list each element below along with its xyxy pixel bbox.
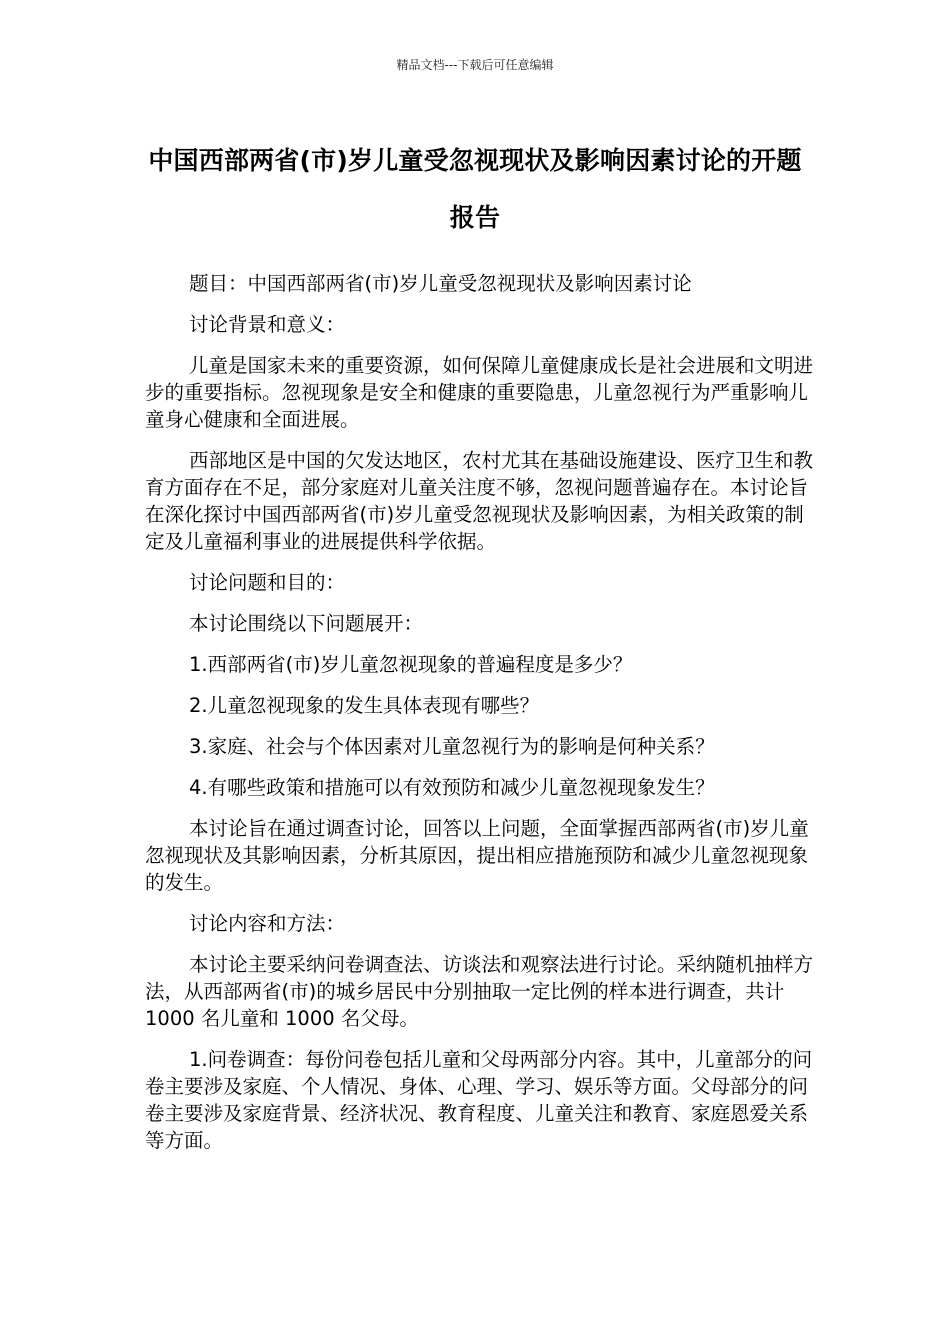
background-paragraph-1: 儿童是国家未来的重要资源，如何保障儿童健康成长是社会进展和文明进步的重要指标。忽视现象是安全和健康的重要隐患，儿童忽视行为严重影响儿童身心健康和全面进展。	[145, 354, 814, 431]
section-heading-questions: 讨论问题和目的：	[189, 571, 346, 594]
questionnaire-paragraph: 1.问卷调查：每份问卷包括儿童和父母两部分内容。其中，儿童部分的问卷主要涉及家庭、个人情况、身体、心理、学习、娱乐等方面。父母部分的问卷主要涉及家庭背景、经济状况、教育程度、儿童关注和教育、家庭恩爱关系等方面。	[145, 1048, 813, 1152]
section-heading-methods: 讨论内容和方法：	[189, 912, 346, 935]
objective-paragraph: 本讨论旨在通过调查讨论，回答以上问题，全面掌握西部两省(市)岁儿童忽视现状及其影响因素，分析其原因，提出相应措施预防和减少儿童忽视现象的发生。	[145, 817, 809, 894]
question-item-3: 3.家庭、社会与个体因素对儿童忽视行为的影响是何种关系？	[189, 735, 715, 758]
question-item-1: 1.西部两省(市)岁儿童忽视现象的普遍程度是多少？	[189, 653, 633, 676]
page-header: 精品文档---下载后可任意编辑	[396, 58, 554, 72]
methods-paragraph: 本讨论主要采纳问卷调查法、访谈法和观察法进行讨论。采纳随机抽样方法，从西部两省(市)的城乡居民中分别抽取一定比例的样本进行调查，共计 1000 名儿童和 1000 名父母。	[145, 953, 814, 1030]
document-title: 中国西部两省(市)岁儿童受忽视现状及影响因素讨论的开题报告	[148, 146, 802, 232]
section-heading-background: 讨论背景和意义：	[189, 313, 346, 336]
topic-line: 题目：中国西部两省(市)岁儿童受忽视现状及影响因素讨论	[189, 272, 692, 295]
background-paragraph-2: 西部地区是中国的欠发达地区，农村尤其在基础设施建设、医疗卫生和教育方面存在不足，部分家庭对儿童关注度不够，忽视问题普遍存在。本讨论旨在深化探讨中国西部两省(市)岁儿童受忽视现状及影响因素，为相关政策的制定及儿童福利事业的进展提供科学依据。	[145, 449, 814, 553]
question-item-2: 2.儿童忽视现象的发生具体表现有哪些？	[189, 694, 540, 717]
question-item-4: 4.有哪些政策和措施可以有效预防和减少儿童忽视现象发生？	[189, 776, 715, 799]
questions-intro: 本讨论围绕以下问题展开：	[189, 612, 424, 635]
document-body	[145, 270, 815, 1168]
